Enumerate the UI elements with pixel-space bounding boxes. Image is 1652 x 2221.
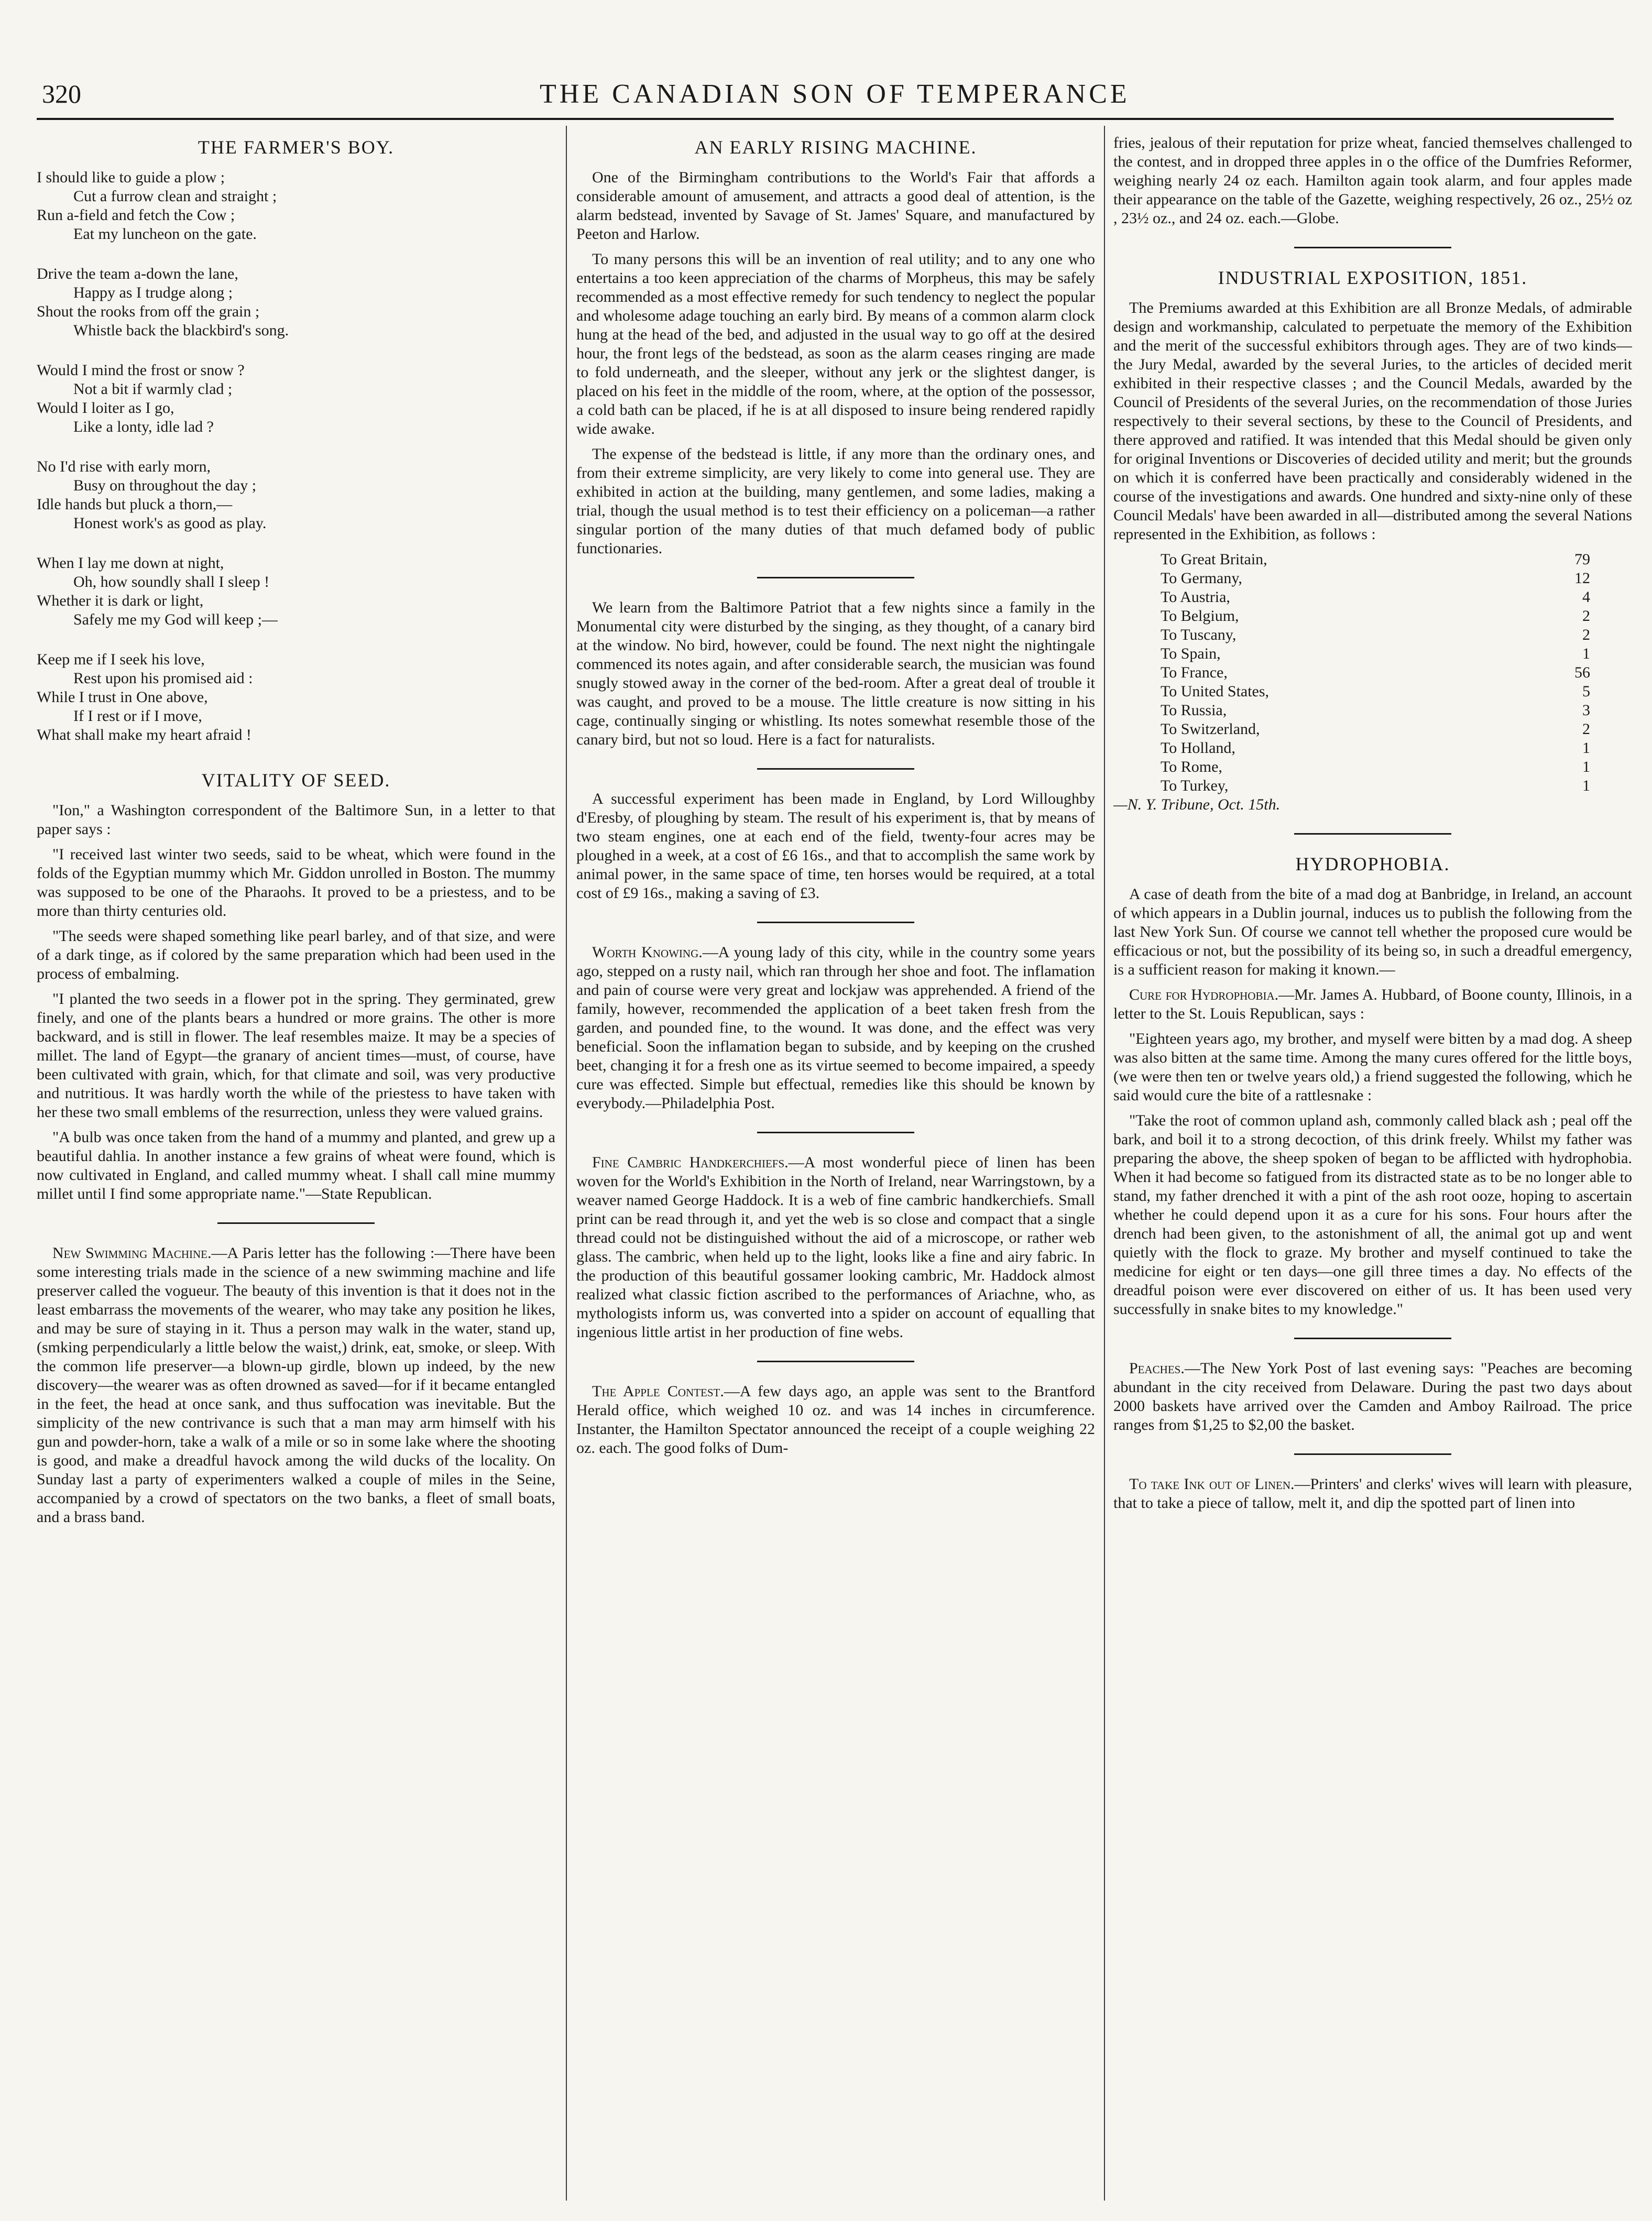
medal-count: 12	[1574, 570, 1590, 587]
poem-line: Drive the team a-down the lane,	[37, 265, 238, 282]
canary-article: We learn from the Baltimore Patriot that a few nights since a family in the Monumental city were disturbed by the singing, as they thought, of a canary bird at the window. No bird, however, could be found. The next night the nightingale commenced its notes again, and after considerable search, the musician was found snugly stowed away in the corner of the bed-room. After a great deal of trouble it was caught, and proved to be a mouse. The little creature is now sitting in his cage, continually singing or whistling. Its notes somewhat resemble those of the canary bird, but not so loud. Here is a fact for naturalists.	[576, 599, 1095, 748]
apple-text: —A few days ago, an apple was sent to the Brantford Herald office, which weighed 10 oz. and was 14 inches in circumference. Instanter, the Hamilton Spectator announced the receipt of a couple weighing 22 oz. each. The good folks of Dum-	[576, 1383, 1095, 1457]
industrial-title: INDUSTRIAL EXPOSITION, 1851.	[1218, 267, 1528, 288]
medal-count: 2	[1582, 626, 1590, 643]
medal-country: To Spain,	[1161, 645, 1221, 662]
ink-text: —Printers' and clerks' wives will learn with pleasure, that to take a piece of tallow, melt it, and dip the spotted part of linen into	[1113, 1475, 1632, 1512]
early-rising-para: To many persons this will be an invention of real utility; and to any one who entertains a too keen appreciation of the charms of Morpheus, this may be safely recommended as a most effective remedy for such tendency to neglect the popular and wholesome adage touching an early bird. By means of a common alarm clock hung at the head of the bed, and adjusted in the usual way to go off at the desired hour, the front legs of the bedstead, as soon as the alarm ceases ringing are made to fold underneath, and the sleeper, without any jerk or the slightest danger, is placed on his feet in the middle of the room, where, at the option of the possessor, a cold bath can be placed, if he is at all disposed to insure being rendered rapidly wide awake.	[576, 250, 1095, 437]
medal-row	[1113, 569, 1632, 588]
apple-continuation: fries, jealous of their reputation for prize wheat, fancied themselves challenged to the contest, and in dropped three apples in o the office of the Dumfries Reformer, weighing nearly 24 oz each. Hamilton again took alarm, and four apples made their appearance on the table of the Gazette, weighing respectively, 26 oz., 25½ oz , 23½ oz., and 24 oz. each.—Globe.	[1113, 134, 1632, 227]
medal-row	[1113, 607, 1632, 626]
peaches-text: —The New York Post of last evening says: "Peaches are becoming abundant in the city received from Delaware. During the past two days about 2000 baskets have arrived over the Camden and Amboy Railroad. The price ranges from $1,25 to $2,00 the basket.	[1113, 1360, 1632, 1434]
medal-row	[1113, 663, 1632, 682]
ink-lead: To take Ink out of Linen.	[1129, 1475, 1295, 1493]
poem-line: Happy as I trudge along ;	[73, 284, 233, 301]
vitality-para: "The seeds were shaped something like pearl barley, and of that size, and were of a dark tinge, as if colored by the same preparation which had been used in the process of embalming.	[37, 927, 555, 982]
column-rule-1	[566, 126, 567, 2201]
poem-line: What shall make my heart afraid !	[37, 726, 251, 743]
medal-country: To France,	[1161, 664, 1228, 681]
worth-knowing-text: —A young lady of this city, while in the country some years ago, stepped on a rusty nail, which ran through her shoe and foot. The inflamation and pain of course were very great and lockjaw was apprehended. A friend of the family, however, recommended the application of a beet taken fresh from the garden, and pounded fine, to the wound. It was done, and the effect was very beneficial. Soon the inflamation began to subside, and by keeping on the crushed beet, changing it for a fresh one as its virtue seemed to become impaired, a speedy cure was effected. Simple but effectual, remedies like this should be known by everybody.—Philadelphia Post.	[576, 944, 1095, 1112]
medal-country: To Tuscany,	[1161, 626, 1237, 643]
medal-country: To Germany,	[1161, 570, 1242, 587]
divider	[1294, 1453, 1451, 1455]
poem-line: Idle hands but pluck a thorn,—	[37, 496, 233, 513]
poem-line: Would I mind the frost or snow ?	[37, 362, 245, 379]
medal-count: 79	[1574, 551, 1590, 568]
poem-line: Oh, how soundly shall I sleep !	[73, 573, 270, 590]
cure-article	[1113, 986, 1632, 1023]
hydrophobia-title: HYDROPHOBIA.	[1295, 854, 1450, 874]
medal-count: 4	[1582, 588, 1590, 606]
medal-country: To Switzerland,	[1161, 720, 1260, 738]
poem-line: Eat my luncheon on the gate.	[73, 225, 257, 243]
poem-line: If I rest or if I move,	[73, 707, 202, 725]
divider	[757, 922, 914, 923]
poem-line: I should like to guide a plow ;	[37, 169, 225, 186]
medal-country: To Turkey,	[1161, 777, 1229, 794]
medal-count: 2	[1582, 607, 1590, 625]
poem-stanza	[37, 554, 555, 629]
divider	[1294, 833, 1451, 835]
cambric-text: —A most wonderful piece of linen has been woven for the World's Exhibition in the North of Ireland, near Warringstown, by a weaver named George Haddock. It is a web of fine cambric handkerchiefs. Small print can be read through it, and yet the web is so close and compact that a single thread could not be distinguished without the aid of a microscope, or rather web glass. The cambric, when held up to the light, looks like a fine and airy fabric. In the production of this beautiful gossamer looking cambric, Mr. Haddock almost realized what classic fiction ascribed to the performances of Ariachne, who, as mythologists inform us, was converted into a spider on account of equalling that ingenious little artist in her production of fine webs.	[576, 1154, 1095, 1341]
medal-count: 56	[1574, 664, 1590, 681]
medal-row	[1113, 776, 1632, 795]
medal-country: To Austria,	[1161, 588, 1230, 606]
hydrophobia-para: "Eighteen years ago, my brother, and myself were bitten by a mad dog. A sheep was also bitten at the same time. Among the many cures offered for the little boys, (we were then ten or twelve years old,) a friend suggested the following, which he said would cure the bite of a rattlesnake :	[1113, 1030, 1632, 1104]
divider	[757, 768, 914, 770]
swimming-article	[37, 1244, 555, 1527]
poem-line: Keep me if I seek his love,	[37, 651, 205, 668]
cure-text: —Mr. James A. Hubbard, of Boone county, Illinois, in a letter to the St. Louis Republican, says :	[1113, 986, 1632, 1022]
apple-article	[576, 1382, 1095, 1458]
medal-row	[1113, 550, 1632, 569]
medal-country: To United States,	[1161, 683, 1270, 700]
column-1	[37, 134, 555, 2193]
cambric-article	[576, 1153, 1095, 1342]
medal-count: 1	[1582, 758, 1590, 775]
medal-row	[1113, 701, 1632, 720]
poem-stanza	[37, 650, 555, 745]
divider	[757, 577, 914, 578]
poem-line: Run a-field and fetch the Cow ;	[37, 206, 235, 224]
medal-table	[1113, 550, 1632, 795]
divider	[757, 1361, 914, 1362]
page-header	[42, 79, 1614, 110]
vitality-title: VITALITY OF SEED.	[201, 770, 391, 791]
industrial-source: —N. Y. Tribune, Oct. 15th.	[1113, 796, 1281, 813]
farmers-boy-poem	[37, 168, 555, 745]
early-rising-para: The expense of the bedstead is little, if any more than the ordinary ones, and from their extreme simplicity, are very likely to come into general use. They are exhibited in action at the building, many gentlemen, and some ladies, making a trial, though the usual method is to test their efficiency on a policeman—a rather singular portion of the many duties of that much defamed body of public functionaries.	[576, 445, 1095, 557]
poem-line: No I'd rise with early morn,	[37, 458, 211, 475]
medal-count: 1	[1582, 739, 1590, 757]
swimming-lead: New Swimming Machine.	[52, 1244, 212, 1262]
divider	[1294, 1338, 1451, 1339]
medal-country: To Belgium,	[1161, 607, 1239, 625]
early-rising-title: AN EARLY RISING MACHINE.	[694, 137, 977, 158]
column-rule-2	[1104, 126, 1105, 2201]
header-rule	[37, 118, 1614, 120]
vitality-para: "Ion," a Washington correspondent of the Baltimore Sun, in a letter to that paper says :	[37, 802, 555, 838]
medal-row	[1113, 626, 1632, 644]
poem-line: Shout the rooks from off the grain ;	[37, 303, 260, 320]
vitality-para: "A bulb was once taken from the hand of a mummy and planted, and grew up a beautiful dahlia. In another instance a few grains of wheat were found, which is now cultivated in England, and called mummy wheat. I shall call mine mummy millet until I find some appropriate name."—State Republican.	[37, 1129, 555, 1202]
page-number: 320	[42, 79, 81, 108]
farmers-boy-title: THE FARMER'S BOY.	[198, 137, 395, 158]
column-3	[1113, 134, 1632, 2193]
poem-stanza	[37, 457, 555, 533]
medal-country: To Great Britain,	[1161, 551, 1267, 568]
medal-country: To Rome,	[1161, 758, 1222, 775]
poem-stanza	[37, 168, 555, 244]
industrial-text: The Premiums awarded at this Exhibition are all Bronze Medals, of admirable design and workmanship, calculated to perpetuate the memory of the Exhibition and the merit of the successful exhibitors through ages. They are of two kinds—the Jury Medal, awarded by the several Juries, to the articles of decided merit exhibited in their respective classes ; and the Council Medals, awarded by the Council of Presidents of the several Juries, on the recommendation of those Juries respectively to their several sections, by these to the Council of Presidents, and there approved and ratified. It was intended that this Medal should be given only for original Inventions or Discoveries of decided utility and merit; but the grounds on which it is conferred have been practically and considerably widened in the course of the investigations and awards. One hundred and sixty-nine only of these Council Medals' have been awarded in all—distributed among the several Nations represented in the Exhibition, as follows :	[1113, 299, 1632, 543]
poem-line: Honest work's as good as play.	[73, 515, 267, 532]
divider	[1294, 247, 1451, 248]
poem-stanza	[37, 265, 555, 340]
poem-line: Not a bit if warmly clad ;	[73, 380, 233, 398]
peaches-article	[1113, 1359, 1632, 1435]
poem-line: Like a lonty, idle lad ?	[73, 418, 214, 435]
poem-line: Safely me my God will keep ;—	[73, 611, 278, 628]
medal-count: 1	[1582, 645, 1590, 662]
steam-article: A successful experiment has been made in England, by Lord Willoughby d'Eresby, of ploughing by steam. The result of his experiment is, that by means of two steam engines, one at each end of the field, twenty-four acres may be ploughed in a week, at a cost of £6 16s., and that to accomplish the same work by animal power, in the same space of time, ten horses would be required, at a total cost of £9 16s., making a saving of £3.	[576, 790, 1095, 902]
cure-lead: Cure for Hydrophobia.	[1129, 986, 1279, 1003]
medal-row	[1113, 588, 1632, 607]
divider	[217, 1222, 375, 1224]
worth-knowing-lead: Worth Knowing.	[592, 944, 703, 961]
medal-row	[1113, 758, 1632, 776]
poem-line: Whistle back the blackbird's song.	[73, 322, 289, 339]
medal-row	[1113, 644, 1632, 663]
swimming-text: —A Paris letter has the following :—There have been some interesting trials made in the science of a new swimming machine and life preserver called the vogueur. The beauty of this invention is that it does not in the least embarrass the movements of the wearer, who may take any position he likes, and may be sure of staying in it. Thus a person may walk in the water, stand up, (smking perpendicularly a little below the waist,) drink, eat, smoke, or sleep. With the common life preserver—a blown-up girdle, blown up indeed, by the new discovery—the wearer was as often drowned as saved—for if it became entangled in the feet, the head at once sank, and thus suffocation was inevitable. But the simplicity of the new contrivance is such that a man may arm himself with his gun and powder-horn, take a walk of a mile or so in some lake where the shooting is good, and make a dreadful havock among the wild ducks of the locality. On Sunday last a party of experimenters walked a couple of miles in the Seine, accompanied by a crowd of spectators on the two banks, a fleet of small boats, and a brass band.	[37, 1244, 555, 1526]
poem-line: Rest upon his promised aid :	[73, 670, 253, 687]
poem-line: Cut a furrow clean and straight ;	[73, 188, 277, 205]
medal-count: 2	[1582, 720, 1590, 738]
medal-row	[1113, 682, 1632, 701]
medal-count: 5	[1582, 683, 1590, 700]
medal-country: To Russia,	[1161, 702, 1227, 719]
vitality-para: "I received last winter two seeds, said to be wheat, which were found in the folds of the Egyptian mummy which Mr. Giddon unrolled in Boston. The mummy was supposed to be one of the Pharaohs. It proved to be a priestess, and to be more than thirty centuries old.	[37, 846, 555, 920]
medal-count: 1	[1582, 777, 1590, 794]
poem-line: Would I loiter as I go,	[37, 399, 174, 417]
medal-count: 3	[1582, 702, 1590, 719]
poem-line: Busy on throughout the day ;	[73, 477, 257, 494]
medal-row	[1113, 739, 1632, 758]
peaches-lead: Peaches.	[1129, 1360, 1185, 1377]
poem-line: While I trust in One above,	[37, 688, 208, 706]
newspaper-title: THE CANADIAN SON OF TEMPERANCE	[540, 79, 1130, 109]
early-rising-para: One of the Birmingham contributions to the World's Fair that affords a considerable amount of amusement, and attracts a good deal of attention, is the alarm bedstead, invented by Savage of St. James' Square, and manufactured by Peeton and Harlow.	[576, 169, 1095, 243]
vitality-para: "I planted the two seeds in a flower pot in the spring. They germinated, grew finely, and one of the plants bears a hundred or more grains. The other is more backward, and is still in flower. The leaf resembles maize. It may be a species of millet. The land of Egypt—the granary of ancient times—must, of course, have been cultivated with grain, which, for that climate and soil, was very productive and nutritious. It was hardly worth the while of the priestess to have taken with her these two small emblems of the resurrection, unless they were valued grains.	[37, 990, 555, 1121]
medal-country: To Holland,	[1161, 739, 1235, 757]
column-2	[576, 134, 1095, 2193]
divider	[757, 1132, 914, 1133]
poem-stanza	[37, 361, 555, 436]
poem-line: Whether it is dark or light,	[37, 592, 204, 609]
hydrophobia-para: "Take the root of common upland ash, commonly called black ash ; peal off the bark, and boil it to a strong decoction, of this drink freely. Whilst my father was preparing the above, the sheep spoken of began to be afflicted with hydrophobia. When it had become so fatigued from its distracted state as to be no longer able to stand, my father drenched it with a pint of the ash root ooze, hoping to ascertain whether he could depend upon it as a cure for his sons. Four hours after the drench had been given, to the astonishment of all, the animal got up and went quietly with the flock to graze. My brother and myself continued to take the medicine for eight or ten days—one gill three times a day. No effects of the dreadful poison were ever discovered on either of us. It has been used very successfully in snake bites to my knowledge."	[1113, 1112, 1632, 1318]
ink-article	[1113, 1475, 1632, 1513]
cambric-lead: Fine Cambric Handkerchiefs.	[592, 1154, 789, 1171]
medal-row	[1113, 720, 1632, 739]
hydrophobia-intro: A case of death from the bite of a mad dog at Banbridge, in Ireland, an account of which appears in a Dublin journal, induces us to publish the following from the last New York Sun. Of course we cannot tell whether the proposed cure would be efficacious or not, but the possibility of its being so, in such a dreadful emergency, is a sufficient reason for making it known.—	[1113, 885, 1632, 978]
apple-lead: The Apple Contest.	[592, 1383, 724, 1400]
poem-line: When I lay me down at night,	[37, 554, 224, 572]
worth-knowing-article	[576, 943, 1095, 1113]
